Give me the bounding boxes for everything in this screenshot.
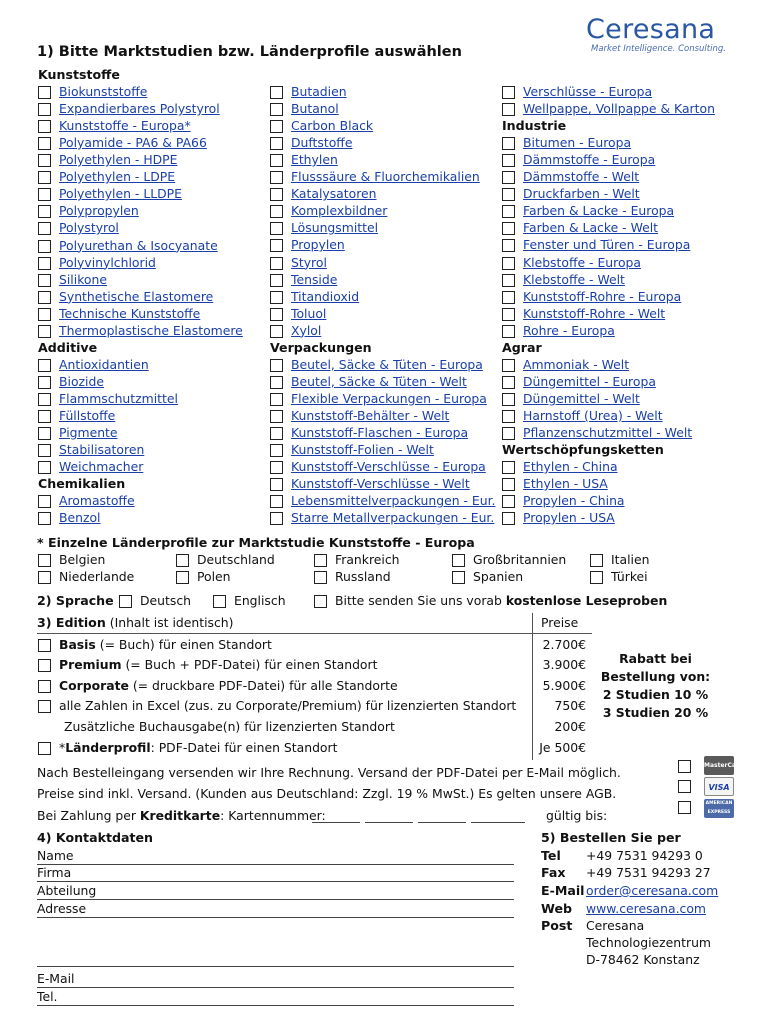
checkbox[interactable] bbox=[502, 461, 515, 474]
study-link[interactable]: Komplexbildner bbox=[291, 203, 388, 219]
order-value-e-mail[interactable]: order@ceresana.com bbox=[586, 883, 719, 898]
checkbox[interactable] bbox=[270, 291, 283, 304]
study-link[interactable]: Kunststoff-Rohre - Welt bbox=[523, 305, 666, 321]
checkbox[interactable] bbox=[38, 103, 51, 116]
contact-input-abteilung[interactable] bbox=[37, 899, 514, 900]
study-link[interactable]: Dämmstoffe - Europa bbox=[523, 152, 656, 168]
study-link[interactable]: Bitumen - Europa bbox=[523, 135, 632, 151]
checkbox[interactable] bbox=[38, 120, 51, 133]
study-link[interactable]: Styrol bbox=[291, 254, 327, 270]
study-link[interactable]: Ethylen - USA bbox=[523, 476, 608, 492]
category-heading: Industrie bbox=[502, 118, 567, 134]
logo-tagline: Market Intelligence. Consulting. bbox=[591, 44, 726, 54]
study-link[interactable]: Düngemittel - Europa bbox=[523, 373, 656, 389]
checkbox[interactable] bbox=[270, 137, 283, 150]
country-label: Polen bbox=[197, 569, 231, 584]
contact-input-tel[interactable] bbox=[37, 1005, 514, 1006]
study-link[interactable]: Synthetische Elastomere bbox=[59, 288, 214, 304]
checkbox[interactable] bbox=[452, 554, 465, 567]
study-link[interactable]: Biozide bbox=[59, 373, 104, 389]
checkbox[interactable] bbox=[270, 359, 283, 372]
post-address-line: Technologiezentrum bbox=[586, 935, 711, 950]
country-label: Türkei bbox=[611, 569, 648, 584]
checkbox[interactable] bbox=[38, 325, 51, 338]
study-link[interactable]: Flexible Verpackungen - Europa bbox=[291, 390, 487, 406]
free-samples-label: Bitte senden Sie uns vorab kostenlose Leseproben bbox=[335, 593, 668, 608]
edition-title: 3) Edition (Inhalt ist identisch) bbox=[37, 615, 234, 630]
study-link[interactable]: Biokunststoffe bbox=[59, 84, 148, 100]
category-heading: Chemikalien bbox=[38, 476, 126, 492]
study-link[interactable]: Farben & Lacke - Europa bbox=[523, 203, 675, 219]
study-link[interactable]: Klebstoffe - Welt bbox=[523, 271, 625, 287]
study-link[interactable]: Aromastoffe bbox=[59, 493, 135, 509]
checkbox[interactable] bbox=[38, 222, 51, 235]
country-label: Spanien bbox=[473, 569, 524, 584]
visa-checkbox[interactable] bbox=[678, 780, 691, 793]
checkbox[interactable] bbox=[38, 257, 51, 270]
checkbox[interactable] bbox=[270, 495, 283, 508]
checkbox[interactable] bbox=[502, 171, 515, 184]
language-option-label: Englisch bbox=[234, 593, 286, 608]
checkbox[interactable] bbox=[38, 154, 51, 167]
order-title: 5) Bestellen Sie per bbox=[541, 830, 681, 845]
checkbox[interactable] bbox=[502, 103, 515, 116]
checkbox[interactable] bbox=[38, 137, 51, 150]
contact-input-e-mail[interactable] bbox=[37, 987, 514, 988]
card-number-field[interactable] bbox=[471, 822, 525, 823]
contact-input-name[interactable] bbox=[37, 864, 514, 865]
checkbox[interactable] bbox=[38, 359, 51, 372]
checkbox[interactable] bbox=[502, 154, 515, 167]
study-link[interactable]: Benzol bbox=[59, 510, 101, 526]
study-link[interactable]: Druckfarben - Welt bbox=[523, 186, 640, 202]
payment-info-line: Preise sind inkl. Versand. (Kunden aus Deutschland: Zzgl. 19 % MwSt.) Es gelten unsere AGB. bbox=[37, 786, 617, 801]
checkbox[interactable] bbox=[38, 461, 51, 474]
study-link[interactable]: Beutel, Säcke & Tüten - Europa bbox=[291, 356, 483, 372]
countries-title: * Einzelne Länderprofile zur Marktstudie Kunststoffe - Europa bbox=[37, 535, 475, 550]
checkbox[interactable] bbox=[502, 427, 515, 440]
checkbox[interactable] bbox=[38, 188, 51, 201]
contact-label-name: Name bbox=[37, 848, 74, 863]
edition-label: Premium (= Buch + PDF-Datei) für einen Standort bbox=[59, 657, 378, 672]
checkbox[interactable] bbox=[270, 171, 283, 184]
study-link[interactable]: Kunststoff-Rohre - Europa bbox=[523, 288, 682, 304]
checkbox[interactable] bbox=[270, 188, 283, 201]
edition-label: Corporate (= druckbare PDF-Datei) für alle Standorte bbox=[59, 678, 398, 693]
study-link[interactable]: Kunststoff-Behälter - Welt bbox=[291, 407, 450, 423]
checkbox[interactable] bbox=[502, 359, 515, 372]
study-link[interactable]: Lösungsmittel bbox=[291, 220, 379, 236]
mastercard-icon: MasterCard bbox=[704, 756, 734, 775]
amex-checkbox[interactable] bbox=[678, 801, 691, 814]
study-link[interactable]: Kunststoff-Flaschen - Europa bbox=[291, 425, 469, 440]
checkbox[interactable] bbox=[314, 595, 327, 608]
study-link[interactable]: Butanol bbox=[291, 101, 339, 117]
order-value-web[interactable]: www.ceresana.com bbox=[586, 901, 706, 916]
study-link[interactable]: Butadien bbox=[291, 84, 347, 99]
edition-label: alle Zahlen in Excel (zus. zu Corporate/Premium) für lizenzierten Standort bbox=[59, 698, 517, 713]
checkbox[interactable] bbox=[314, 571, 327, 584]
checkbox[interactable] bbox=[502, 239, 515, 252]
checkbox[interactable] bbox=[38, 680, 51, 693]
study-link[interactable]: Beutel, Säcke & Tüten - Welt bbox=[291, 373, 467, 389]
card-number-field[interactable] bbox=[312, 822, 360, 823]
language-row bbox=[37, 593, 114, 610]
checkbox[interactable] bbox=[38, 571, 51, 584]
checkbox[interactable] bbox=[119, 595, 132, 608]
price-header: Preise bbox=[541, 615, 579, 630]
study-link[interactable]: Propylen - China bbox=[523, 493, 625, 509]
checkbox[interactable] bbox=[502, 188, 515, 201]
study-link[interactable]: Toluol bbox=[291, 305, 327, 321]
language-option-label: Deutsch bbox=[140, 593, 191, 608]
card-number-field[interactable] bbox=[365, 822, 413, 823]
contact-label-abteilung: Abteilung bbox=[37, 883, 97, 898]
country-label: Deutschland bbox=[197, 552, 275, 567]
contact-input-adresse[interactable] bbox=[37, 917, 514, 918]
study-link[interactable]: Expandierbares Polystyrol bbox=[59, 101, 220, 117]
checkbox[interactable] bbox=[502, 308, 515, 321]
checkbox[interactable] bbox=[38, 240, 51, 253]
checkbox[interactable] bbox=[590, 554, 603, 567]
checkbox[interactable] bbox=[270, 393, 283, 406]
study-link[interactable]: Polyvinylchlorid bbox=[59, 254, 156, 270]
study-link[interactable]: Fenster und Türen - Europa bbox=[523, 237, 691, 253]
study-link[interactable]: Ethylen - China bbox=[523, 459, 618, 475]
checkbox[interactable] bbox=[270, 427, 283, 440]
ceresana-logo: Ceresana bbox=[586, 14, 716, 45]
study-link[interactable]: Verschlüsse - Europa bbox=[523, 84, 653, 99]
order-label-e-mail: E-Mail bbox=[541, 883, 585, 898]
study-link[interactable]: Xylol bbox=[291, 322, 322, 338]
checkbox[interactable] bbox=[502, 512, 515, 525]
study-link[interactable]: Polyethylen - LLDPE bbox=[59, 186, 182, 202]
order-label-tel: Tel bbox=[541, 848, 561, 863]
study-link[interactable]: Stabilisatoren bbox=[59, 442, 145, 458]
study-link[interactable]: Weichmacher bbox=[59, 459, 144, 475]
discount-line: Bestellung von: bbox=[600, 669, 711, 684]
study-link[interactable]: Harnstoff (Urea) - Welt bbox=[523, 407, 663, 423]
post-address-line: D-78462 Konstanz bbox=[586, 952, 700, 967]
country-label: Niederlande bbox=[59, 569, 135, 584]
edition-label: Basis (= Buch) für einen Standort bbox=[59, 637, 272, 652]
category-heading: Verpackungen bbox=[270, 339, 372, 355]
checkbox[interactable] bbox=[38, 444, 51, 457]
edition-price: 5.900€ bbox=[542, 678, 586, 693]
visa-icon: VISA bbox=[704, 777, 734, 796]
study-link[interactable]: Wellpappe, Vollpappe & Karton bbox=[523, 101, 715, 117]
checkbox[interactable] bbox=[270, 154, 283, 167]
edition-price: Je 500€ bbox=[539, 740, 586, 755]
checkbox[interactable] bbox=[270, 478, 283, 491]
study-link[interactable]: Pigmente bbox=[59, 425, 118, 441]
study-link[interactable]: Kunststoff-Folien - Welt bbox=[291, 442, 434, 458]
study-link[interactable]: Kunststoff-Verschlüsse - Welt bbox=[291, 476, 470, 492]
study-link[interactable]: Polyethylen - HDPE bbox=[59, 152, 178, 168]
country-label: Russland bbox=[335, 569, 391, 584]
valid-until-label: gültig bis: bbox=[546, 808, 608, 823]
checkbox[interactable] bbox=[502, 291, 515, 304]
study-link[interactable]: Polyethylen - LDPE bbox=[59, 169, 176, 185]
category-heading: Agrar bbox=[502, 339, 542, 355]
checkbox[interactable] bbox=[38, 512, 51, 525]
checkbox[interactable] bbox=[270, 222, 283, 235]
edition-label: Zusätzliche Buchausgabe(n) für lizenzierten Standort bbox=[64, 719, 395, 734]
study-link[interactable]: Katalysatoren bbox=[291, 186, 377, 202]
order-label-fax: Fax bbox=[541, 865, 566, 880]
study-link[interactable]: Duftstoffe bbox=[291, 135, 353, 151]
checkbox[interactable] bbox=[502, 495, 515, 508]
contact-label-adresse: Adresse bbox=[37, 901, 87, 916]
checkbox[interactable] bbox=[502, 393, 515, 406]
checkbox[interactable] bbox=[502, 478, 515, 491]
checkbox[interactable] bbox=[270, 512, 283, 525]
discount-box bbox=[597, 650, 714, 722]
checkbox[interactable] bbox=[38, 427, 51, 440]
checkbox[interactable] bbox=[270, 120, 283, 133]
checkbox[interactable] bbox=[502, 376, 515, 389]
edition-price: 200€ bbox=[554, 719, 586, 734]
study-link[interactable]: Technische Kunststoffe bbox=[59, 305, 201, 321]
checkbox[interactable] bbox=[502, 222, 515, 235]
checkbox[interactable] bbox=[176, 571, 189, 584]
checkbox[interactable] bbox=[502, 325, 515, 338]
checkbox[interactable] bbox=[502, 86, 515, 99]
contact-input-adresse-line2[interactable] bbox=[37, 966, 514, 967]
checkbox[interactable] bbox=[38, 274, 51, 287]
study-link[interactable]: Propylen bbox=[291, 237, 345, 253]
checkbox[interactable] bbox=[38, 393, 51, 406]
checkbox[interactable] bbox=[270, 308, 283, 321]
category-heading: Wertschöpfungsketten bbox=[502, 442, 664, 458]
study-link[interactable]: Klebstoffe - Europa bbox=[523, 254, 642, 270]
order-label-post: Post bbox=[541, 918, 573, 933]
checkbox[interactable] bbox=[270, 86, 283, 99]
creditcard-line: Bei Zahlung per Kreditkarte: Kartennummer: bbox=[37, 808, 326, 823]
study-link[interactable]: Silikone bbox=[59, 271, 107, 287]
category-heading: Additive bbox=[38, 339, 98, 355]
checkbox[interactable] bbox=[38, 659, 51, 672]
study-link[interactable]: Flammschutzmittel bbox=[59, 390, 178, 406]
checkbox[interactable] bbox=[38, 639, 51, 652]
study-link[interactable]: Titandioxid bbox=[291, 288, 360, 304]
study-link[interactable]: Ethylen bbox=[291, 152, 338, 168]
edition-price: 3.900€ bbox=[542, 657, 586, 672]
country-label: Belgien bbox=[59, 552, 106, 567]
payment-info-line: Nach Bestelleingang versenden wir Ihre Rechnung. Versand der PDF-Datei per E-Mail möglich. bbox=[37, 765, 621, 780]
checkbox[interactable] bbox=[502, 137, 515, 150]
checkbox[interactable] bbox=[38, 205, 51, 218]
study-link[interactable]: Propylen - USA bbox=[523, 510, 615, 526]
study-link[interactable]: Ammoniak - Welt bbox=[523, 356, 630, 372]
study-link[interactable]: Starre Metallverpackungen - Eur. bbox=[291, 510, 495, 526]
checkbox[interactable] bbox=[38, 495, 51, 508]
country-label: Großbritannien bbox=[473, 552, 567, 567]
country-label: Italien bbox=[611, 552, 650, 567]
checkbox[interactable] bbox=[270, 376, 283, 389]
study-link[interactable]: Thermoplastische Elastomere bbox=[59, 322, 243, 338]
study-link[interactable]: Rohre - Europa bbox=[523, 322, 615, 338]
checkbox[interactable] bbox=[452, 571, 465, 584]
edition-divider bbox=[37, 633, 592, 634]
checkbox[interactable] bbox=[502, 410, 515, 423]
study-link[interactable]: Pflanzenschutzmittel - Welt bbox=[523, 425, 693, 440]
checkbox[interactable] bbox=[314, 554, 327, 567]
study-link[interactable]: Lebensmittelverpackungen - Eur. bbox=[291, 493, 496, 509]
checkbox[interactable] bbox=[38, 410, 51, 423]
checkbox[interactable] bbox=[270, 239, 283, 252]
study-link[interactable]: Antioxidantien bbox=[59, 356, 149, 372]
checkbox[interactable] bbox=[38, 308, 51, 321]
study-link[interactable]: Flusssäure & Fluorchemikalien bbox=[291, 169, 480, 185]
study-link[interactable]: Polypropylen bbox=[59, 203, 139, 219]
contact-title: 4) Kontaktdaten bbox=[37, 830, 154, 845]
edition-label: *Länderprofil: PDF-Datei für einen Standort bbox=[59, 740, 338, 755]
study-link[interactable]: Polystyrol bbox=[59, 220, 119, 236]
checkbox[interactable] bbox=[590, 571, 603, 584]
contact-label-firma: Firma bbox=[37, 865, 72, 880]
checkbox[interactable] bbox=[270, 461, 283, 474]
checkbox[interactable] bbox=[502, 205, 515, 218]
checkbox[interactable] bbox=[270, 257, 283, 270]
checkbox[interactable] bbox=[38, 376, 51, 389]
checkbox[interactable] bbox=[502, 274, 515, 287]
discount-line: 2 Studien 10 % bbox=[602, 687, 709, 702]
language-label: 2) Sprache bbox=[37, 593, 114, 608]
study-link[interactable]: Kunststoff-Verschlüsse - Europa bbox=[291, 459, 486, 475]
contact-label-e-mail: E-Mail bbox=[37, 971, 75, 986]
amex-icon: AMERICAN EXPRESS bbox=[704, 799, 734, 818]
checkbox[interactable] bbox=[213, 595, 226, 608]
contact-input-firma[interactable] bbox=[37, 881, 514, 882]
country-label: Frankreich bbox=[335, 552, 400, 567]
study-link[interactable]: Carbon Black bbox=[291, 118, 374, 134]
discount-line: Rabatt bei bbox=[619, 651, 692, 666]
discount-line: 3 Studien 20 % bbox=[602, 705, 709, 720]
checkbox[interactable] bbox=[38, 291, 51, 304]
checkbox[interactable] bbox=[38, 86, 51, 99]
checkbox[interactable] bbox=[270, 274, 283, 287]
checkbox[interactable] bbox=[270, 410, 283, 423]
study-link[interactable]: Polyamide - PA6 & PA66 bbox=[59, 135, 207, 151]
checkbox[interactable] bbox=[38, 554, 51, 567]
study-link[interactable]: Polyurethan & Isocyanate bbox=[59, 237, 218, 253]
contact-label-tel: Tel. bbox=[37, 989, 58, 1004]
edition-price: 2.700€ bbox=[542, 637, 586, 652]
study-link[interactable]: Farben & Lacke - Welt bbox=[523, 220, 659, 236]
category-heading: Kunststoffe bbox=[38, 67, 120, 82]
checkbox[interactable] bbox=[270, 444, 283, 457]
order-value-post: Ceresana bbox=[586, 918, 645, 933]
checkbox[interactable] bbox=[270, 205, 283, 218]
edition-price: 750€ bbox=[554, 698, 586, 713]
study-link[interactable]: Dämmstoffe - Welt bbox=[523, 169, 640, 185]
study-link[interactable]: Tenside bbox=[291, 271, 338, 287]
checkbox[interactable] bbox=[270, 325, 283, 338]
checkbox[interactable] bbox=[176, 554, 189, 567]
checkbox[interactable] bbox=[270, 103, 283, 116]
card-number-field[interactable] bbox=[418, 822, 466, 823]
checkbox[interactable] bbox=[502, 257, 515, 270]
order-label-web: Web bbox=[541, 901, 572, 916]
study-link[interactable]: Düngemittel - Welt bbox=[523, 390, 640, 406]
study-link[interactable]: Füllstoffe bbox=[59, 408, 116, 423]
section1-title: 1) Bitte Marktstudien bzw. Länderprofile auswählen bbox=[37, 44, 462, 60]
order-value-tel: +49 7531 94293 0 bbox=[586, 848, 703, 863]
checkbox[interactable] bbox=[38, 171, 51, 184]
checkbox[interactable] bbox=[38, 742, 51, 755]
checkbox[interactable] bbox=[38, 700, 51, 713]
study-link[interactable]: Kunststoffe - Europa* bbox=[59, 118, 191, 134]
mastercard-checkbox[interactable] bbox=[678, 760, 691, 773]
order-value-fax: +49 7531 94293 27 bbox=[586, 865, 711, 880]
